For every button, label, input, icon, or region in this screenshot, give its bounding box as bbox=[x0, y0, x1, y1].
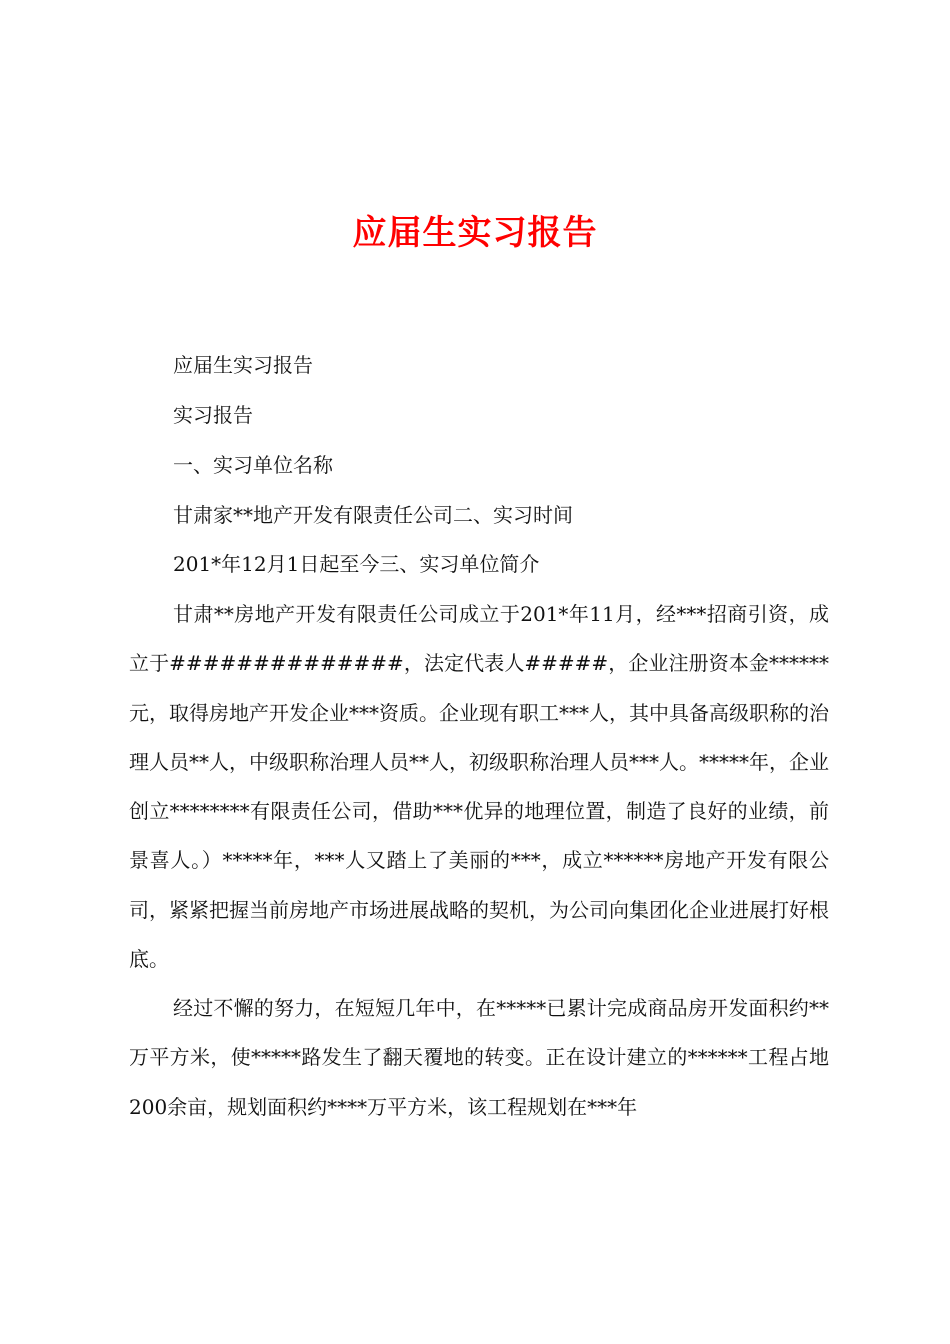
document-title: 应届生实习报告 bbox=[352, 213, 598, 253]
achievement-paragraph: 经过不懈的努力，在短短几年中，在*****已累计完成商品房开发面积约**万平方米，使*****路发生了翻天覆地的转变。正在设计建立的******工程占地200余亩，规划面积约****万平方米，该工程规划在***年 bbox=[129, 996, 829, 1119]
heading-line-2: 实习报告 bbox=[173, 403, 253, 427]
company-intro-paragraph: 甘肃**房地产开发有限责任公司成立于201*年11月，经***招商引资，成立于##############，法定代表人#####，企业注册资本金******元，取得房地产开发企业***资质。企业现有职工***人，其中具备高级职称的治理人员**人，中级职称治理人员**人，初级职称治理人员***人。*****年，企业创立********有限责任公司，借助***优异的地理位置，制造了良好的业绩，前景喜人。）*****年，***人又踏上了美丽的***，成立******房地产开发有限公司，紧紧把握当前房地产市场进展战略的契机，为公司向集团化企业进展打好根底。 bbox=[129, 602, 829, 972]
company-name-line: 甘肃家**地产开发有限责任公司二、实习时间 bbox=[173, 503, 573, 527]
section-heading-1: 一、实习单位名称 bbox=[173, 453, 333, 477]
internship-time-line: 201*年12月1日起至今三、实习单位简介 bbox=[173, 552, 540, 576]
heading-line-1: 应届生实习报告 bbox=[173, 353, 313, 377]
